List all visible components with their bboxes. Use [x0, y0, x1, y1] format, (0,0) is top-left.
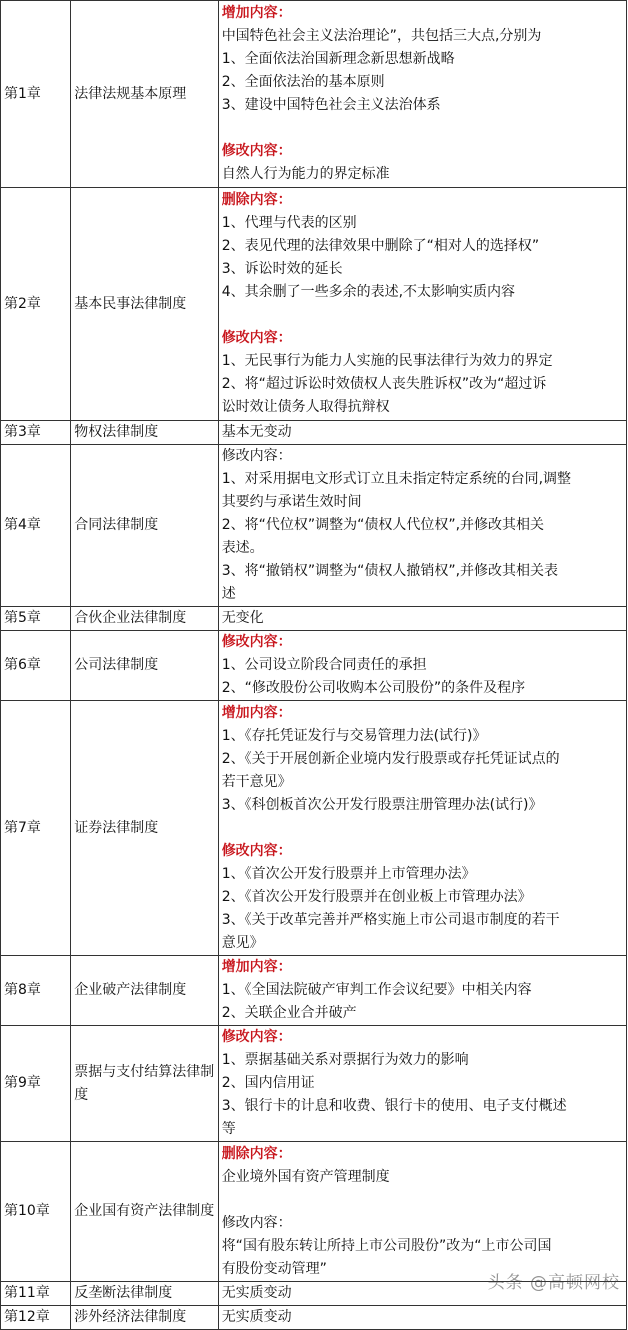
content-line: 2、“修改股份公司收购本公司股份”的条件及程序: [221, 680, 526, 696]
change-content: [222, 956, 626, 1025]
change-content-cell: [218, 421, 626, 445]
content-line: 2、国内信用证: [221, 1075, 315, 1091]
content-line: 2、《首次公开发行股票并在创业板上市管理办法》: [221, 888, 532, 905]
section-heading: 删除内容：: [221, 1145, 292, 1162]
content-line: 无实质变动: [221, 1285, 292, 1301]
content-line: 1、全面依法治国新理念新思想新战略: [221, 51, 455, 67]
table-row: [1, 956, 627, 1026]
change-content-cell: [218, 631, 626, 701]
chapter-name-cell: 法律法规基本原理: [71, 1, 218, 188]
content-line: 意见》: [221, 934, 264, 951]
change-content-cell: [218, 1, 626, 188]
chapter-cell: 第1章: [1, 1, 71, 188]
change-content: [222, 631, 626, 700]
content-line: 基本无变动: [221, 424, 292, 440]
content-line: 3、《关于改革完善并严格实施上市公司退市制度的若干: [221, 911, 560, 928]
chapter-cell: 第12章: [1, 1306, 71, 1330]
change-content-cell: [218, 188, 626, 421]
table-row: [1, 607, 627, 631]
content-line: 3、诉讼时效的延长: [221, 261, 343, 277]
content-line: 4、其余删了一些多余的表述,不太影响实质内容: [221, 284, 516, 300]
content-line: 1、代理与代表的区别: [221, 215, 357, 231]
table-row: [1, 701, 627, 956]
chapter-name-cell: 合同法律制度: [71, 445, 218, 607]
section-heading: 修改内容：: [221, 330, 292, 346]
chapter-cell: 第5章: [1, 607, 71, 631]
change-content: [222, 1306, 626, 1329]
section-heading: 修改内容：: [221, 634, 292, 650]
change-content: [222, 421, 626, 444]
content-line: 有股份变动管理”: [221, 1260, 327, 1277]
content-line: 表述。: [221, 540, 264, 556]
content-line: 3、建设中国特色社会主义法治体系: [221, 97, 441, 113]
content-line: 1、《全国法院破产审判工作会议纪要》中相关内容: [221, 982, 532, 998]
blank-line: [222, 117, 626, 140]
content-line: 自然人行为能力的界定标准: [221, 166, 390, 182]
content-line: 2、表见代理的法律效果中删除了“相对人的选择权”: [221, 238, 540, 254]
content-line: 1、公司设立阶段合同责任的承担: [221, 657, 427, 673]
table-row: [1, 1306, 627, 1330]
change-content: [222, 607, 626, 630]
change-content: [222, 445, 626, 606]
chapter-cell: 第2章: [1, 188, 71, 421]
change-content-cell: [218, 607, 626, 631]
chapter-cell: 第4章: [1, 445, 71, 607]
chapter-name-cell: 涉外经济法律制度: [71, 1306, 218, 1330]
chapter-name-cell: 公司法律制度: [71, 631, 218, 701]
change-content-cell: [218, 701, 626, 956]
table-row: [1, 631, 627, 701]
change-content: [222, 189, 626, 419]
chapter-cell: 第11章: [1, 1282, 71, 1306]
table-row: [1, 445, 627, 607]
change-content-cell: [218, 1142, 626, 1282]
content-line: 1、《存托凭证发行与交易管理力法(试行)》: [221, 727, 487, 744]
table-row: [1, 421, 627, 445]
content-line: 2、《关于开展创新企业境内发行股票或存托凭证试点的: [221, 750, 560, 767]
chapter-name-cell: 物权法律制度: [71, 421, 218, 445]
content-line: 讼时效让债务人取得抗辩权: [221, 399, 390, 415]
section-heading: 增加内容：: [221, 704, 292, 721]
change-content-cell: [218, 956, 626, 1026]
change-content: [222, 1143, 626, 1281]
chapter-name-cell: 票据与支付结算法律制度: [71, 1026, 218, 1142]
content-line: 中国特色社会主义法治理论”，共包括三大点,分别为: [221, 28, 542, 44]
chapter-cell: 第3章: [1, 421, 71, 445]
change-content: [222, 1026, 626, 1141]
blank-line: [222, 1189, 626, 1212]
table-row: [1, 188, 627, 421]
content-line: 等: [221, 1121, 236, 1137]
content-line: 2、关联企业合并破产: [221, 1005, 357, 1021]
change-content-cell: [218, 1306, 626, 1330]
change-content-cell: [218, 445, 626, 607]
content-line: 1、票据基础关系对票据行为效力的影响: [221, 1052, 469, 1068]
chapter-name-cell: 企业国有资产法律制度: [71, 1142, 218, 1282]
section-heading: 修改内容：: [221, 842, 292, 859]
content-line: 2、将“代位权”调整为“债权人代位权”,并修改其相关: [221, 517, 545, 533]
content-line: 若干意见》: [221, 773, 292, 790]
chapter-name-cell: 反垄断法律制度: [71, 1282, 218, 1306]
content-line: 3、《科创板首次公开发行股票注册管理办法(试行)》: [221, 796, 543, 813]
table-row: [1, 1142, 627, 1282]
content-line: 2、全面依法治的基本原则: [221, 74, 385, 90]
blank-line: [222, 304, 626, 327]
change-content: [222, 702, 626, 955]
content-line: 将“国有股东转让所持上市公司股份”改为“上市公司国: [221, 1237, 552, 1254]
content-line: 其要约与承诺生效时间: [221, 494, 362, 510]
chapter-cell: 第10章: [1, 1142, 71, 1282]
section-heading: 修改内容：: [221, 1214, 292, 1231]
content-line: 无变化: [221, 610, 264, 626]
content-line: 无实质变动: [221, 1309, 292, 1325]
table-row: [1, 1026, 627, 1142]
chapter-name-cell: 合伙企业法律制度: [71, 607, 218, 631]
section-heading: 修改内容：: [221, 143, 292, 159]
chapter-cell: 第7章: [1, 701, 71, 956]
watermark: 头条 @高顿网校: [487, 1273, 620, 1293]
change-content-cell: [218, 1026, 626, 1142]
content-line: 2、将“超过诉讼时效债权人丧失胜诉权”改为“超过诉: [221, 376, 547, 392]
content-line: 1、对采用据电文形式订立且未指定特定系统的台同,调整: [221, 471, 572, 487]
blank-line: [222, 817, 626, 840]
chapter-name-cell: 企业破产法律制度: [71, 956, 218, 1026]
content-line: 1、《首次公开发行股票并上市管理办法》: [221, 865, 476, 882]
chapter-cell: 第6章: [1, 631, 71, 701]
content-line: 3、银行卡的计息和收费、银行卡的使用、电子支付概述: [221, 1098, 567, 1114]
content-line: 企业境外国有资产管理制度: [221, 1168, 390, 1185]
section-heading: 修改内容：: [221, 1029, 292, 1045]
section-heading: 增加内容：: [221, 959, 292, 975]
chapter-name-cell: 基本民事法律制度: [71, 188, 218, 421]
section-heading: 修改内容：: [221, 448, 292, 464]
section-heading: 增加内容：: [221, 5, 292, 21]
chapter-cell: 第9章: [1, 1026, 71, 1142]
chapter-name-cell: 证券法律制度: [71, 701, 218, 956]
content-line: 述: [221, 586, 236, 602]
content-line: 3、将“撤销权”调整为“债权人撤销权”,并修改其相关表: [221, 563, 559, 579]
chapter-cell: 第8章: [1, 956, 71, 1026]
content-line: 1、无民事行为能力人实施的民事法律行为效力的界定: [221, 353, 553, 369]
change-content: [222, 2, 626, 186]
section-heading: 删除内容：: [221, 192, 292, 208]
table-row: [1, 1, 627, 188]
revision-table-body: [1, 1, 627, 1330]
